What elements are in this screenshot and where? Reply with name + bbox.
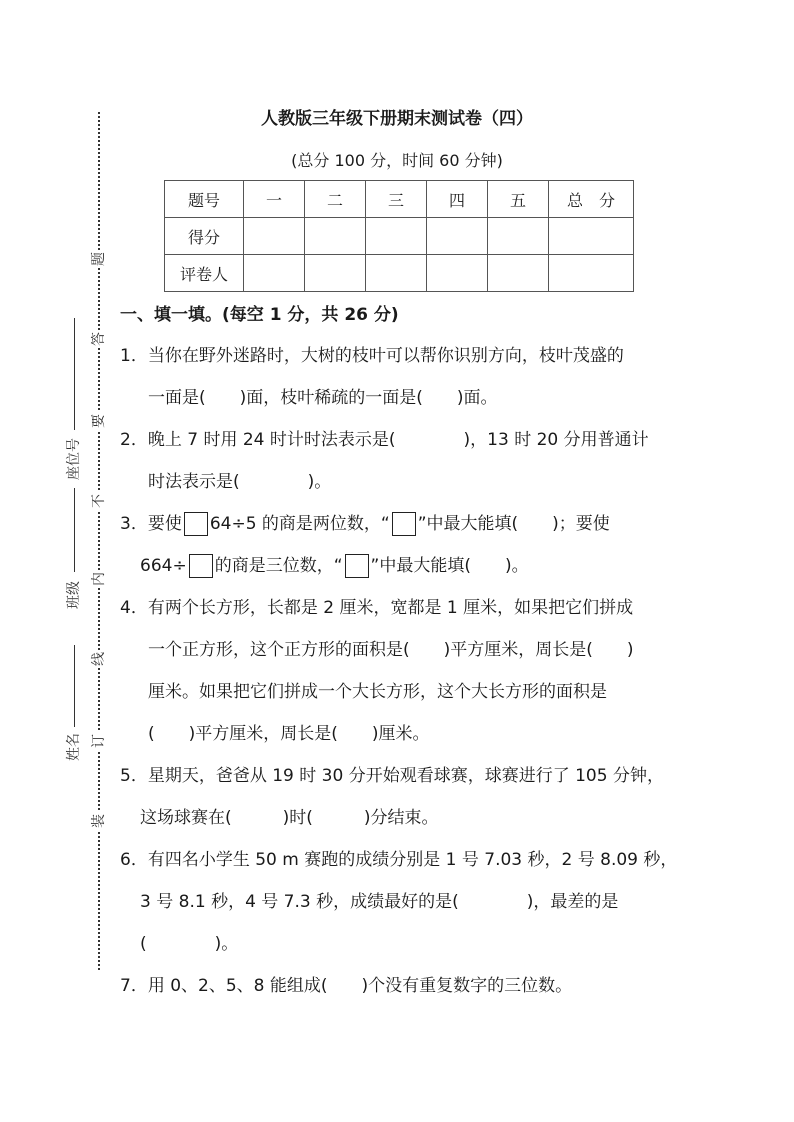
- question-number: 5．: [120, 766, 148, 786]
- table-row: [165, 255, 634, 292]
- table-header-cell: 总 分: [549, 181, 634, 218]
- score-cell[interactable]: [305, 218, 366, 255]
- question-number: 3．: [120, 514, 148, 534]
- question-1-line-2: 一面是( )面，枝叶稀疏的一面是( )面。: [148, 388, 498, 408]
- question-2-line-1: [120, 428, 649, 452]
- table-header-cell: 二: [305, 181, 366, 218]
- question-4-line-4: ( )平方厘米，周长是( )厘米。: [148, 724, 430, 744]
- grader-cell[interactable]: [427, 255, 488, 292]
- binding-char: 题: [91, 252, 107, 266]
- class-line: [74, 488, 75, 572]
- answer-box[interactable]: [184, 512, 208, 536]
- page-title: 人教版三年级下册期末测试卷（四）: [261, 109, 533, 129]
- question-text: 64÷5 的商是两位数，“: [209, 514, 390, 534]
- question-number: 4．: [120, 598, 148, 618]
- question-4-line-2: 一个正方形，这个正方形的面积是( )平方厘米，周长是( ): [148, 640, 634, 660]
- score-cell[interactable]: [488, 218, 549, 255]
- binding-dotted-line: [98, 112, 100, 970]
- question-text: 664÷: [140, 556, 187, 576]
- question-text: 有两个长方形，长都是 2 厘米，宽都是 1 厘米，如果把它们拼成: [147, 598, 634, 618]
- question-4-line-3: 厘米。如果把它们拼成一个大长方形，这个大长方形的面积是: [148, 682, 607, 702]
- question-text: ”中最大能填( )。: [370, 556, 529, 576]
- score-cell[interactable]: [244, 218, 305, 255]
- binding-char: 要: [91, 414, 107, 428]
- question-number: 2．: [120, 430, 148, 450]
- binding-char: 答: [91, 332, 107, 346]
- class-label: 班级: [66, 581, 82, 609]
- question-text: 星期天，爸爸从 19 时 30 分开始观看球赛，球赛进行了 105 分钟，: [147, 766, 664, 786]
- question-number: 1．: [120, 346, 148, 366]
- table-row: [165, 218, 634, 255]
- table-header-cell: 四: [427, 181, 488, 218]
- section-heading: 一、填一填。(每空 1 分，共 26 分): [120, 305, 399, 325]
- score-cell[interactable]: [366, 218, 427, 255]
- seat-number-line: [74, 318, 75, 430]
- question-text: 的商是三位数，“: [214, 556, 343, 576]
- question-3-line-2: [140, 554, 529, 578]
- question-1-line-1: [120, 344, 624, 368]
- question-6-line-2: 3 号 8.1 秒，4 号 7.3 秒，成绩最好的是( )，最差的是: [140, 892, 619, 912]
- binding-char: 装: [91, 814, 107, 828]
- question-text: ”中最大能填( )；要使: [417, 514, 610, 534]
- answer-box[interactable]: [345, 554, 369, 578]
- question-3-line-1: [120, 512, 610, 536]
- question-6-line-1: [120, 848, 677, 872]
- page-subtitle: (总分 100 分，时间 60 分钟): [291, 151, 503, 170]
- table-header-cell: 一: [244, 181, 305, 218]
- grader-cell[interactable]: [244, 255, 305, 292]
- question-5-line-2: 这场球赛在( )时( )分结束。: [140, 808, 439, 828]
- table-row-label: 评卷人: [165, 255, 244, 292]
- question-text: 有四名小学生 50 m 赛跑的成绩分别是 1 号 7.03 秒，2 号 8.09 秒，: [147, 850, 678, 870]
- question-number: 7．: [120, 976, 148, 996]
- binding-char: 订: [91, 734, 107, 748]
- table-header-cell: 五: [488, 181, 549, 218]
- question-2-line-2: 时法表示是( )。: [148, 472, 332, 492]
- answer-box[interactable]: [392, 512, 416, 536]
- question-text: 当你在野外迷路时，大树的枝叶可以帮你识别方向，枝叶茂盛的: [147, 346, 624, 366]
- seat-number-label: 座位号: [66, 438, 82, 480]
- name-line: [74, 645, 75, 727]
- binding-char: 内: [91, 572, 107, 586]
- binding-char: 线: [91, 652, 107, 666]
- score-cell[interactable]: [427, 218, 488, 255]
- binding-char: 不: [91, 494, 107, 508]
- question-text: 晚上 7 时用 24 时计时法表示是( )，13 时 20 分用普通计: [147, 430, 649, 450]
- grader-cell[interactable]: [305, 255, 366, 292]
- grader-cell[interactable]: [549, 255, 634, 292]
- answer-box[interactable]: [189, 554, 213, 578]
- grader-cell[interactable]: [488, 255, 549, 292]
- score-table: [164, 180, 634, 292]
- grader-cell[interactable]: [366, 255, 427, 292]
- question-number: 6．: [120, 850, 148, 870]
- question-6-line-3: ( )。: [140, 934, 239, 954]
- question-5-line-1: [120, 764, 664, 788]
- score-cell[interactable]: [549, 218, 634, 255]
- table-row-label: 得分: [165, 218, 244, 255]
- question-text: 要使: [147, 514, 182, 534]
- question-4-line-1: [120, 596, 633, 620]
- question-7-line-1: [120, 974, 572, 998]
- question-text: 用 0、2、5、8 能组成( )个没有重复数字的三位数。: [147, 976, 573, 996]
- name-label: 姓名: [66, 733, 82, 761]
- table-header-cell: 三: [366, 181, 427, 218]
- table-row: [165, 181, 634, 218]
- table-header-cell: 题号: [165, 181, 244, 218]
